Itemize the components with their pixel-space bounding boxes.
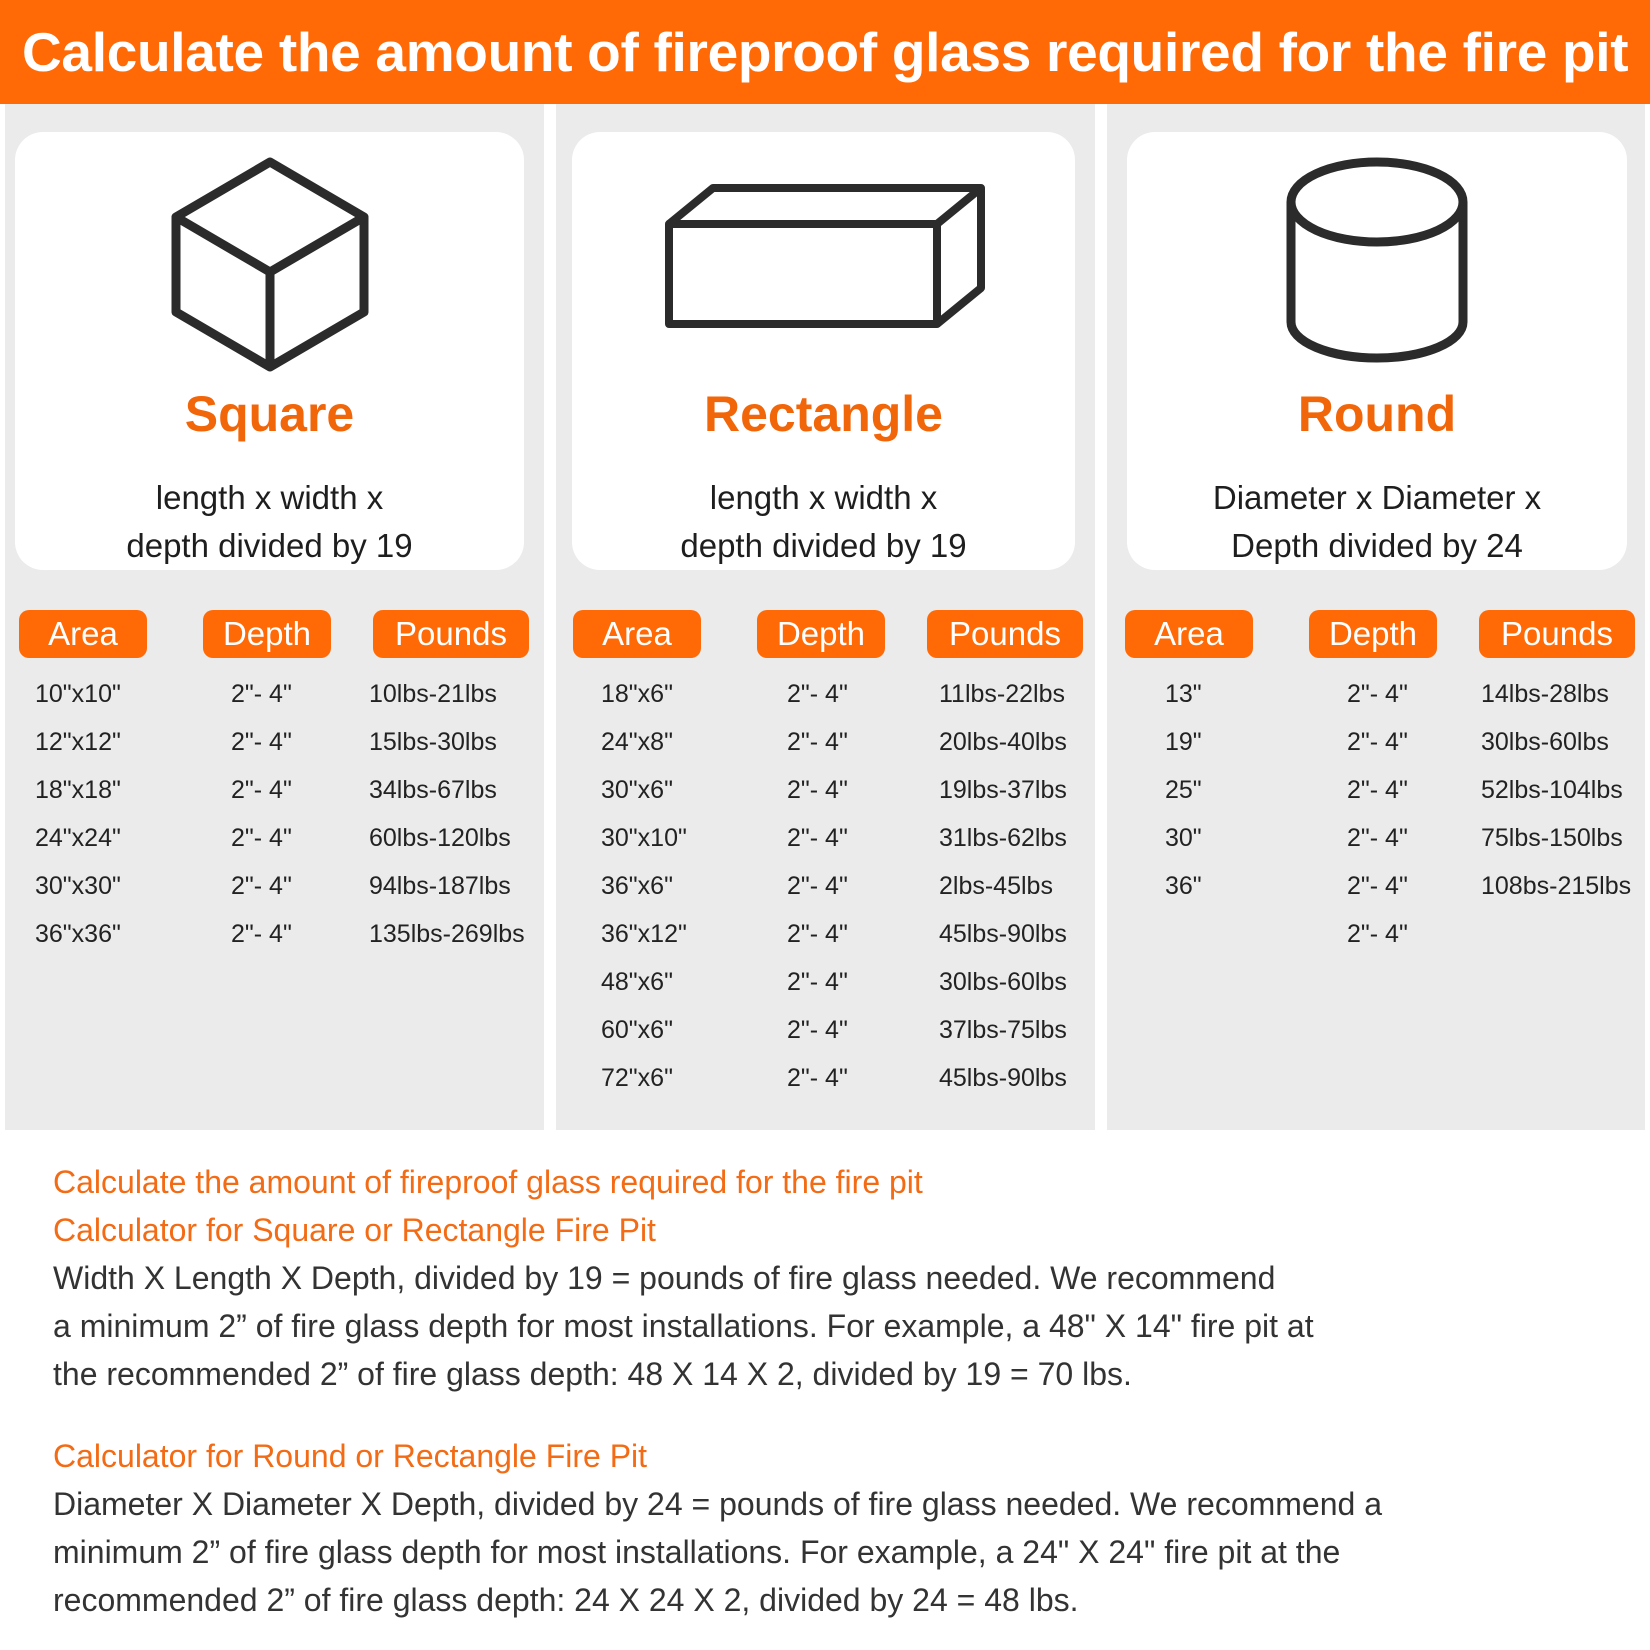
area-header: Area (1125, 610, 1253, 658)
shape-card-rectangle (572, 132, 1075, 570)
depth-value: 2"- 4" (787, 1016, 848, 1044)
area-value: 30"x6" (601, 776, 673, 804)
area-value: 12"x12" (35, 728, 121, 756)
area-value: 72"x6" (601, 1064, 673, 1092)
pounds-value: 45lbs-90lbs (939, 920, 1067, 948)
area-header: Area (19, 610, 147, 658)
area-value: 30"x30" (35, 872, 121, 900)
pounds-value: 19lbs-37lbs (939, 776, 1067, 804)
pounds-value: 30lbs-60lbs (939, 968, 1067, 996)
depth-header: Depth (1309, 610, 1437, 658)
area-value: 60"x6" (601, 1016, 673, 1044)
pounds-value: 10lbs-21lbs (369, 680, 497, 708)
pounds-value: 34lbs-67lbs (369, 776, 497, 804)
square-calculator-text: the recommended 2” of fire glass depth: 48 X 14 X 2, divided by 19 = 70 lbs. (53, 1356, 1132, 1392)
formula-line-1: length x width x (155, 479, 384, 516)
depth-value: 2"- 4" (787, 920, 848, 948)
area-value: 48"x6" (601, 968, 673, 996)
depth-value: 2"- 4" (1347, 920, 1408, 948)
pounds-value: 15lbs-30lbs (369, 728, 497, 756)
depth-value: 2"- 4" (1347, 728, 1408, 756)
square-calculator-heading: Calculator for Square or Rectangle Fire Pit (53, 1212, 656, 1248)
pounds-header: Pounds (373, 610, 529, 658)
area-value: 25" (1165, 776, 1202, 804)
area-value: 24"x8" (601, 728, 673, 756)
panel-round (1107, 104, 1645, 1130)
pounds-value: 94lbs-187lbs (369, 872, 511, 900)
depth-value: 2"- 4" (787, 968, 848, 996)
depth-value: 2"- 4" (787, 728, 848, 756)
pounds-value: 108bs-215lbs (1481, 872, 1632, 900)
area-value: 18"x18" (35, 776, 121, 804)
area-value: 10"x10" (35, 680, 121, 708)
depth-value: 2"- 4" (231, 824, 292, 852)
square-calculator-text: Width X Length X Depth, divided by 19 = pounds of fire glass needed. We recommend (53, 1260, 1276, 1296)
pounds-value: 11lbs-22lbs (939, 680, 1066, 708)
notes-heading: Calculate the amount of fireproof glass required for the fire pit (53, 1164, 923, 1200)
depth-value: 2"- 4" (1347, 776, 1408, 804)
square-calculator-text: a minimum 2” of fire glass depth for most installations. For example, a 48" X 14" fire pit at (53, 1308, 1314, 1344)
depth-value: 2"- 4" (1347, 872, 1408, 900)
shape-title: Rectangle (704, 386, 943, 442)
pounds-value: 30lbs-60lbs (1481, 728, 1609, 756)
pounds-value: 135lbs-269lbs (369, 920, 525, 948)
area-value: 30" (1165, 824, 1202, 852)
area-value: 19" (1165, 728, 1202, 756)
cylinder-icon (1127, 142, 1627, 372)
round-calculator-text: minimum 2” of fire glass depth for most installations. For example, a 24" X 24" fire pit at the (53, 1534, 1341, 1570)
depth-header: Depth (757, 610, 885, 658)
area-value: 18"x6" (601, 680, 673, 708)
round-calculator-text: recommended 2” of fire glass depth: 24 X 24 X 2, divided by 24 = 48 lbs. (53, 1582, 1079, 1618)
depth-value: 2"- 4" (231, 776, 292, 804)
depth-value: 2"- 4" (787, 776, 848, 804)
header-banner (0, 0, 1650, 104)
pounds-value: 20lbs-40lbs (939, 728, 1067, 756)
panel-square (5, 104, 544, 1130)
shape-title: Round (1297, 386, 1457, 442)
area-header: Area (573, 610, 701, 658)
formula-line-1: Diameter x Diameter x (1212, 479, 1542, 516)
pounds-value: 60lbs-120lbs (369, 824, 511, 852)
rectangular-box-icon (572, 142, 1075, 372)
area-value: 36"x12" (601, 920, 687, 948)
depth-value: 2"- 4" (231, 728, 292, 756)
calculator-notes (53, 1158, 1613, 1624)
area-value: 36"x6" (601, 872, 673, 900)
depth-value: 2"- 4" (1347, 680, 1408, 708)
depth-value: 2"- 4" (231, 872, 292, 900)
area-value: 36" (1165, 872, 1202, 900)
pounds-value: 14lbs-28lbs (1481, 680, 1609, 708)
area-value: 30"x10" (601, 824, 687, 852)
pounds-value: 52lbs-104lbs (1481, 776, 1623, 804)
shape-title: Square (184, 386, 355, 442)
formula-line-2: depth divided by 19 (680, 527, 967, 564)
depth-value: 2"- 4" (787, 824, 848, 852)
round-calculator-heading: Calculator for Round or Rectangle Fire Pit (53, 1438, 648, 1474)
pounds-value: 37lbs-75lbs (939, 1016, 1067, 1044)
depth-value: 2"- 4" (1347, 824, 1408, 852)
area-value: 24"x24" (35, 824, 121, 852)
depth-value: 2"- 4" (787, 680, 848, 708)
cube-icon (15, 142, 524, 372)
pounds-header: Pounds (927, 610, 1083, 658)
shape-card-round (1127, 132, 1627, 570)
pounds-value: 31lbs-62lbs (939, 824, 1067, 852)
depth-value: 2"- 4" (231, 680, 292, 708)
formula-line-2: Depth divided by 24 (1231, 527, 1523, 564)
formula-line-2: depth divided by 19 (126, 527, 413, 564)
depth-header: Depth (203, 610, 331, 658)
formula-line-1: length x width x (709, 479, 938, 516)
pounds-value: 75lbs-150lbs (1481, 824, 1623, 852)
pounds-value: 45lbs-90lbs (939, 1064, 1067, 1092)
pounds-value: 2lbs-45lbs (939, 872, 1053, 900)
area-value: 13" (1165, 680, 1202, 708)
round-calculator-text: Diameter X Diameter X Depth, divided by 24 = pounds of fire glass needed. We recommend a (53, 1486, 1382, 1522)
depth-value: 2"- 4" (787, 872, 848, 900)
shape-card-square (15, 132, 524, 570)
panel-rectangle (556, 104, 1095, 1130)
pounds-header: Pounds (1479, 610, 1635, 658)
area-value: 36"x36" (35, 920, 121, 948)
depth-value: 2"- 4" (231, 920, 292, 948)
page-title: Calculate the amount of fireproof glass required for the fire pit (22, 21, 1629, 83)
depth-value: 2"- 4" (787, 1064, 848, 1092)
